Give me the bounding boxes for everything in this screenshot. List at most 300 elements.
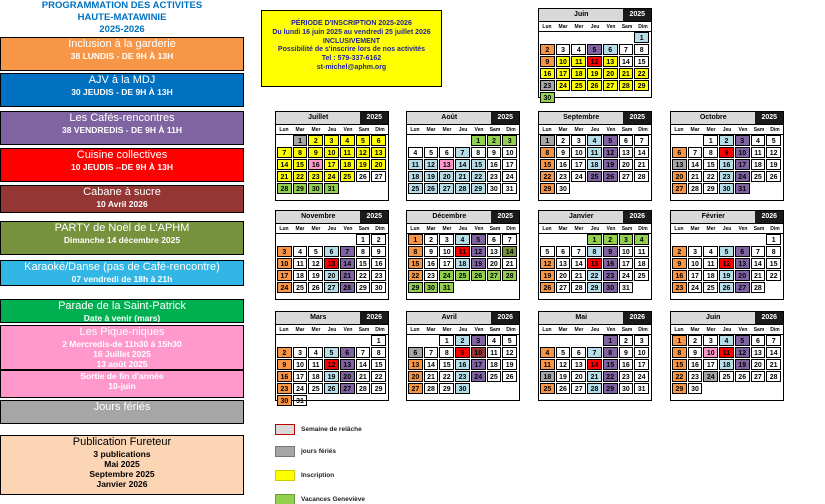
day-cell: 23 xyxy=(619,371,634,382)
day-cell: 9 xyxy=(556,147,571,158)
day-cell: 22 xyxy=(634,68,649,79)
day-cell: 31 xyxy=(502,183,517,194)
day-cell: 6 xyxy=(340,347,355,358)
day-cell: 23 xyxy=(688,371,703,382)
day-cell: 9 xyxy=(308,147,323,158)
legend-item xyxy=(0,221,244,255)
day-cell: 2 xyxy=(487,135,502,146)
day-cell: 12 xyxy=(556,359,571,370)
weekday-label: Mar xyxy=(558,327,568,333)
day-cell: 5 xyxy=(766,135,781,146)
inscription-email: st-michel@aphm.org xyxy=(316,63,387,71)
weekday-label: Mer xyxy=(706,327,716,333)
legend-subtitle: 10 JEUDIS --DE 9H À 13H xyxy=(70,162,174,172)
legend-extra: 13 août 2025 xyxy=(96,359,148,369)
legend-item xyxy=(0,111,244,145)
day-cell: 7 xyxy=(619,44,634,55)
day-cell: 16 xyxy=(277,371,292,382)
legend-title: Cabane à sucre xyxy=(83,186,161,198)
day-cell: 22 xyxy=(356,270,371,281)
empty-cell xyxy=(540,234,555,245)
day-cell: 14 xyxy=(634,147,649,158)
empty-cell xyxy=(340,234,355,245)
day-cell: 10 xyxy=(502,147,517,158)
day-cell: 6 xyxy=(556,246,571,257)
legend-swatch xyxy=(275,494,295,504)
empty-cell xyxy=(308,335,323,346)
day-cell: 15 xyxy=(672,359,687,370)
day-cell: 1 xyxy=(634,32,649,43)
day-cell: 18 xyxy=(571,68,586,79)
legend-title: AJV à la MDJ xyxy=(88,74,156,86)
weekday-label: Lun xyxy=(674,327,684,333)
day-cell: 20 xyxy=(340,371,355,382)
day-cell: 5 xyxy=(308,246,323,257)
day-cell: 10 xyxy=(293,359,308,370)
day-cell: 30 xyxy=(424,282,439,293)
weekday-label: Lun xyxy=(674,226,684,232)
inscription-line4: Possibilité de s'inscrire lors de nos activités xyxy=(277,46,426,54)
legend-extra: 16 Juillet 2025 xyxy=(93,349,151,359)
empty-cell xyxy=(277,135,292,146)
day-cell: 27 xyxy=(439,183,454,194)
day-cell: 21 xyxy=(587,371,602,382)
day-cell: 18 xyxy=(703,270,718,281)
day-cell: 25 xyxy=(587,171,602,182)
day-cell: 13 xyxy=(408,359,423,370)
day-cell: 17 xyxy=(439,258,454,269)
day-cell: 17 xyxy=(293,371,308,382)
day-cell: 27 xyxy=(408,383,423,394)
legend-subtitle: 30 JEUDIS - DE 9H À 13H xyxy=(71,87,173,97)
day-cell: 12 xyxy=(735,347,750,358)
day-cell: 3 xyxy=(502,135,517,146)
day-cell: 21 xyxy=(619,68,634,79)
day-cell: 10 xyxy=(634,347,649,358)
weekday-label: Sam xyxy=(489,226,501,232)
day-cell: 31 xyxy=(634,383,649,394)
month-calendar xyxy=(406,210,520,300)
legend-title: Inclusion à la garderie xyxy=(68,38,176,50)
legend-subtitle: Date à venir (mars) xyxy=(83,313,161,323)
day-cell: 22 xyxy=(408,270,423,281)
weekday-label: Lun xyxy=(410,226,420,232)
day-cell: 8 xyxy=(703,147,718,158)
day-cell: 19 xyxy=(587,68,602,79)
day-cell: 13 xyxy=(487,246,502,257)
empty-cell xyxy=(408,335,423,346)
month-name: Juin xyxy=(671,312,755,324)
day-cell: 22 xyxy=(371,371,386,382)
day-cell: 27 xyxy=(556,282,571,293)
day-cell: 21 xyxy=(455,171,470,182)
weekday-label: Mer xyxy=(311,127,321,133)
weekday-label: Mer xyxy=(706,127,716,133)
legend-extra: Mai 2025 xyxy=(104,459,140,469)
day-cell: 19 xyxy=(735,359,750,370)
day-cell: 12 xyxy=(324,359,339,370)
day-cell: 27 xyxy=(324,282,339,293)
month-name: Octobre xyxy=(671,112,755,124)
legend-subtitle: Sortie de fin d'année xyxy=(80,371,164,381)
day-cell: 4 xyxy=(487,335,502,346)
legend-title: PARTY de Noël de L'APHM xyxy=(54,222,190,234)
day-cell: 28 xyxy=(277,183,292,194)
day-cell: 3 xyxy=(688,246,703,257)
weekday-label: Lun xyxy=(542,226,552,232)
day-cell: 28 xyxy=(340,282,355,293)
day-cell: 5 xyxy=(556,347,571,358)
day-cell: 25 xyxy=(293,282,308,293)
day-cell: 14 xyxy=(340,258,355,269)
weekday-label: Sam xyxy=(753,226,765,232)
day-cell: 23 xyxy=(540,80,555,91)
day-cell: 4 xyxy=(340,135,355,146)
day-cell: 27 xyxy=(571,383,586,394)
day-cell: 25 xyxy=(487,371,502,382)
day-cell: 28 xyxy=(587,383,602,394)
day-cell: 24 xyxy=(703,371,718,382)
day-cell: 21 xyxy=(424,371,439,382)
month-calendar xyxy=(538,210,652,300)
weekday-label: Mer xyxy=(442,327,452,333)
day-cell: 14 xyxy=(766,347,781,358)
weekday-label: Jeu xyxy=(722,327,732,333)
day-cell: 5 xyxy=(424,147,439,158)
weekday-label: Mar xyxy=(426,226,436,232)
day-cell: 25 xyxy=(308,383,323,394)
day-cell: 13 xyxy=(324,258,339,269)
day-cell: 12 xyxy=(308,258,323,269)
day-cell: 19 xyxy=(308,270,323,281)
weekday-label: Ven xyxy=(343,327,353,333)
day-cell: 20 xyxy=(735,270,750,281)
weekday-label: Jeu xyxy=(590,127,600,133)
weekday-label: Lun xyxy=(279,127,289,133)
day-cell: 15 xyxy=(408,258,423,269)
weekday-label: Dim xyxy=(638,127,648,133)
weekday-label: Lun xyxy=(542,24,552,30)
weekday-label: Mar xyxy=(558,127,568,133)
day-cell: 21 xyxy=(688,171,703,182)
weekday-label: Jeu xyxy=(327,327,337,333)
weekday-label: Jeu xyxy=(590,226,600,232)
empty-cell xyxy=(408,135,423,146)
day-cell: 24 xyxy=(571,171,586,182)
day-cell: 10 xyxy=(688,258,703,269)
month-name: Février xyxy=(671,211,755,223)
day-cell: 30 xyxy=(540,92,555,103)
day-cell: 7 xyxy=(587,347,602,358)
day-cell: 29 xyxy=(408,282,423,293)
day-cell: 21 xyxy=(502,258,517,269)
inscription-line3: INCLUSIVEMENT xyxy=(322,37,381,45)
day-cell: 4 xyxy=(540,347,555,358)
empty-cell xyxy=(571,32,586,43)
day-cell: 14 xyxy=(455,159,470,170)
day-cell: 16 xyxy=(308,159,323,170)
month-year: 2026 xyxy=(755,312,783,324)
day-cell: 7 xyxy=(688,147,703,158)
day-cell: 16 xyxy=(540,68,555,79)
weekday-label: Sam xyxy=(489,327,501,333)
weekday-label: Dim xyxy=(770,327,780,333)
empty-cell xyxy=(556,32,571,43)
day-cell: 13 xyxy=(371,147,386,158)
day-cell: 22 xyxy=(439,371,454,382)
day-cell: 29 xyxy=(703,183,718,194)
day-cell: 27 xyxy=(340,383,355,394)
legend-label: Semaine de relâche xyxy=(301,426,362,433)
legend-title: Karaoké/Danse (pas de Café-rencontre) xyxy=(24,261,220,273)
day-cell: 18 xyxy=(340,159,355,170)
day-cell: 29 xyxy=(371,383,386,394)
day-cell: 15 xyxy=(293,159,308,170)
weekday-label: Ven xyxy=(474,226,484,232)
day-cell: 15 xyxy=(371,359,386,370)
day-cell: 11 xyxy=(455,246,470,257)
day-cell: 31 xyxy=(735,183,750,194)
legend-swatch xyxy=(275,470,295,481)
empty-cell xyxy=(587,335,602,346)
day-cell: 14 xyxy=(587,359,602,370)
day-cell: 4 xyxy=(751,135,766,146)
legend-title: Parade de la Saint-Patrick xyxy=(58,300,186,312)
day-cell: 9 xyxy=(487,147,502,158)
day-cell: 26 xyxy=(603,171,618,182)
day-cell: 24 xyxy=(324,171,339,182)
day-cell: 3 xyxy=(571,135,586,146)
day-cell: 11 xyxy=(487,347,502,358)
day-cell: 12 xyxy=(766,147,781,158)
day-cell: 25 xyxy=(540,383,555,394)
day-cell: 3 xyxy=(634,335,649,346)
day-cell: 2 xyxy=(540,44,555,55)
day-cell: 4 xyxy=(719,335,734,346)
month-year: 2026 xyxy=(491,312,519,324)
day-cell: 20 xyxy=(324,270,339,281)
weekday-label: Lun xyxy=(279,327,289,333)
day-cell: 15 xyxy=(471,159,486,170)
legend-item xyxy=(0,73,244,107)
empty-cell xyxy=(603,32,618,43)
day-cell: 11 xyxy=(634,246,649,257)
day-cell: 13 xyxy=(672,159,687,170)
weekday-label: Lun xyxy=(674,127,684,133)
day-cell: 23 xyxy=(424,270,439,281)
legend-title: Publication Fureteur xyxy=(72,436,172,448)
day-cell: 22 xyxy=(587,270,602,281)
legend-subtitle: 07 vendredi de 18h à 21h xyxy=(71,274,173,284)
day-cell: 28 xyxy=(766,371,781,382)
empty-cell xyxy=(556,234,571,245)
month-calendar xyxy=(670,111,784,201)
day-cell: 17 xyxy=(324,159,339,170)
weekday-label: Dim xyxy=(638,24,648,30)
day-cell: 29 xyxy=(634,80,649,91)
month-year: 2025 xyxy=(360,211,388,223)
day-cell: 23 xyxy=(603,270,618,281)
day-cell: 13 xyxy=(751,347,766,358)
weekday-label: Dim xyxy=(506,127,516,133)
day-cell: 22 xyxy=(672,371,687,382)
empty-cell xyxy=(556,335,571,346)
day-cell: 28 xyxy=(688,183,703,194)
day-cell: 6 xyxy=(571,347,586,358)
weekday-label: Mer xyxy=(311,327,321,333)
day-cell: 24 xyxy=(439,270,454,281)
weekday-label: Jeu xyxy=(327,127,337,133)
day-cell: 16 xyxy=(556,159,571,170)
day-cell: 15 xyxy=(703,159,718,170)
day-cell: 3 xyxy=(703,335,718,346)
day-cell: 9 xyxy=(672,258,687,269)
day-cell: 13 xyxy=(571,359,586,370)
day-cell: 30 xyxy=(719,183,734,194)
day-cell: 26 xyxy=(587,80,602,91)
day-cell: 2 xyxy=(672,246,687,257)
day-cell: 29 xyxy=(356,282,371,293)
day-cell: 1 xyxy=(587,234,602,245)
day-cell: 12 xyxy=(356,147,371,158)
legend-extra: Janvier 2026 xyxy=(96,479,148,489)
day-cell: 8 xyxy=(587,246,602,257)
day-cell: 12 xyxy=(719,258,734,269)
day-cell: 26 xyxy=(502,371,517,382)
empty-cell xyxy=(455,135,470,146)
day-cell: 22 xyxy=(540,171,555,182)
day-cell: 27 xyxy=(603,80,618,91)
month-calendar xyxy=(538,111,652,201)
day-cell: 15 xyxy=(634,56,649,67)
empty-cell xyxy=(293,234,308,245)
day-cell: 4 xyxy=(308,347,323,358)
legend-item xyxy=(0,435,244,495)
day-cell: 17 xyxy=(688,270,703,281)
day-cell: 17 xyxy=(277,270,292,281)
month-calendar xyxy=(275,111,389,201)
day-cell: 13 xyxy=(340,359,355,370)
day-cell: 27 xyxy=(735,282,750,293)
day-cell: 6 xyxy=(371,135,386,146)
day-cell: 5 xyxy=(719,246,734,257)
day-cell: 7 xyxy=(571,246,586,257)
day-cell: 6 xyxy=(735,246,750,257)
month-calendar xyxy=(406,111,520,201)
day-cell: 1 xyxy=(766,234,781,245)
weekday-label: Ven xyxy=(738,327,748,333)
day-cell: 8 xyxy=(408,246,423,257)
day-cell: 7 xyxy=(340,246,355,257)
empty-cell xyxy=(540,32,555,43)
legend-label: Vacances Geneviève xyxy=(301,496,365,503)
empty-cell xyxy=(293,335,308,346)
day-cell: 23 xyxy=(308,171,323,182)
day-cell: 25 xyxy=(634,270,649,281)
weekday-label: Ven xyxy=(738,226,748,232)
day-cell: 7 xyxy=(766,335,781,346)
day-cell: 20 xyxy=(556,270,571,281)
day-cell: 1 xyxy=(371,335,386,346)
month-name: Septembre xyxy=(539,112,623,124)
day-cell: 26 xyxy=(556,383,571,394)
month-year: 2025 xyxy=(491,112,519,124)
weekday-label: Mar xyxy=(690,127,700,133)
day-cell: 12 xyxy=(587,56,602,67)
day-cell: 7 xyxy=(277,147,292,158)
day-cell: 11 xyxy=(540,359,555,370)
legend-item xyxy=(0,370,244,398)
day-cell: 16 xyxy=(424,258,439,269)
day-cell: 2 xyxy=(455,335,470,346)
day-cell: 18 xyxy=(719,359,734,370)
day-cell: 30 xyxy=(619,383,634,394)
day-cell: 1 xyxy=(439,335,454,346)
bottom-legend-item xyxy=(275,494,365,504)
weekday-label: Dim xyxy=(770,127,780,133)
day-cell: 31 xyxy=(324,183,339,194)
legend-title: Les Cafés-rencontres xyxy=(69,112,175,124)
weekday-label: Ven xyxy=(474,127,484,133)
day-cell: 11 xyxy=(587,147,602,158)
empty-cell xyxy=(424,335,439,346)
day-cell: 1 xyxy=(540,135,555,146)
day-cell: 20 xyxy=(571,371,586,382)
day-cell: 12 xyxy=(502,347,517,358)
weekday-label: Sam xyxy=(753,327,765,333)
day-cell: 4 xyxy=(634,234,649,245)
day-cell: 30 xyxy=(603,282,618,293)
weekday-label: Sam xyxy=(621,226,633,232)
day-cell: 20 xyxy=(487,258,502,269)
month-name: Avril xyxy=(407,312,491,324)
weekday-label: Mer xyxy=(442,127,452,133)
day-cell: 14 xyxy=(277,159,292,170)
legend-subtitle: 38 LUNDIS - DE 9H À 13H xyxy=(70,51,174,61)
weekday-label: Mer xyxy=(574,24,584,30)
empty-cell xyxy=(308,234,323,245)
month-year: 2026 xyxy=(623,211,651,223)
day-cell: 6 xyxy=(324,246,339,257)
weekday-label: Dim xyxy=(638,327,648,333)
day-cell: 4 xyxy=(408,147,423,158)
day-cell: 5 xyxy=(603,135,618,146)
empty-cell xyxy=(540,335,555,346)
day-cell: 7 xyxy=(455,147,470,158)
weekday-label: Jeu xyxy=(722,127,732,133)
day-cell: 26 xyxy=(471,270,486,281)
day-cell: 2 xyxy=(308,135,323,146)
day-cell: 15 xyxy=(540,159,555,170)
day-cell: 30 xyxy=(688,383,703,394)
day-cell: 11 xyxy=(719,347,734,358)
weekday-label: Ven xyxy=(343,127,353,133)
legend-subtitle: 2 Mercredis-de 11h30 à 15h30 xyxy=(62,339,182,349)
day-cell: 7 xyxy=(356,347,371,358)
day-cell: 3 xyxy=(324,135,339,146)
weekday-label: Ven xyxy=(474,327,484,333)
day-cell: 15 xyxy=(766,258,781,269)
day-cell: 13 xyxy=(556,258,571,269)
month-name: Juin xyxy=(539,9,623,21)
day-cell: 26 xyxy=(324,383,339,394)
day-cell: 28 xyxy=(751,282,766,293)
weekday-label: Sam xyxy=(621,24,633,30)
empty-cell xyxy=(672,135,687,146)
day-cell: 27 xyxy=(672,183,687,194)
day-cell: 29 xyxy=(672,383,687,394)
day-cell: 30 xyxy=(455,383,470,394)
